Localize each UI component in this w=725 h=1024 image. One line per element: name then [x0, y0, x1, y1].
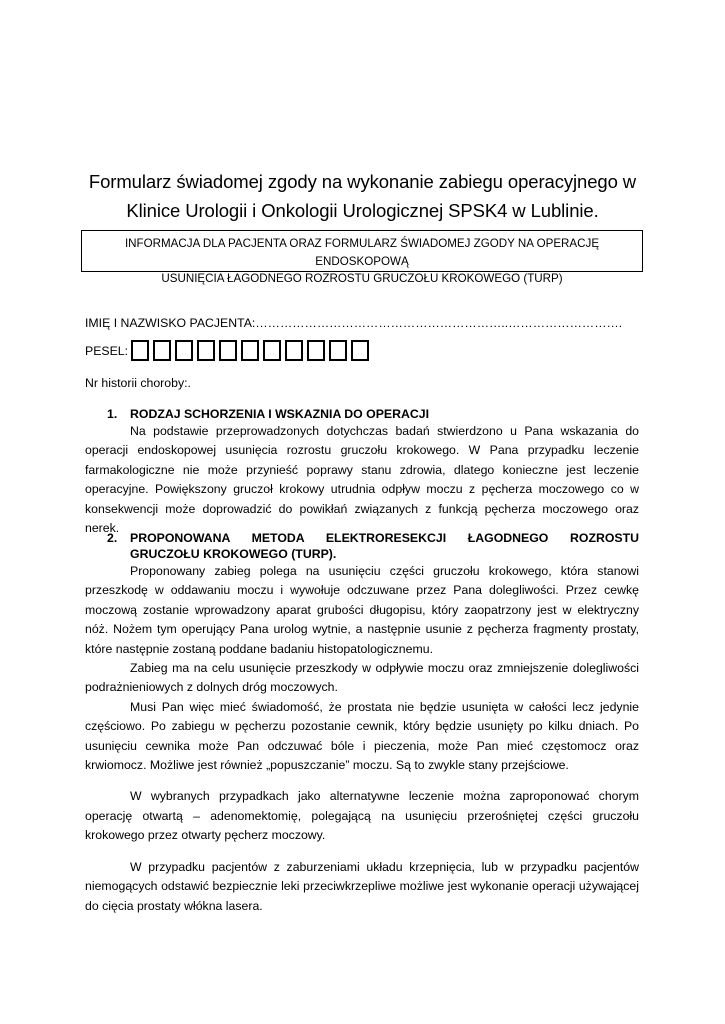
section-2-number: 2. [107, 531, 118, 545]
section-2-paragraph-2: Zabieg ma na celu usunięcie przeszkody w odpływie moczu oraz zmniejszenie dolegliwości podrażnieniowych z dolnych dróg moczowych. [85, 661, 639, 695]
pesel-digit-box[interactable] [131, 340, 149, 361]
section-1-heading [85, 406, 639, 422]
section-method [85, 530, 639, 916]
pesel-boxes[interactable] [131, 340, 373, 361]
section-2-paragraph-5: W przypadku pacjentów z zaburzeniami układu krzepnięcia, lub w przypadku pacjentów niemogących odstawić bezpiecznie leki przeciwkrzepliwe możliwe jest wykonanie operacji używającej do cięcia prostaty włókna lasera. [85, 859, 639, 913]
section-diagnosis [85, 406, 639, 538]
pesel-field [85, 340, 373, 361]
section-2-paragraph-4: W wybranych przypadkach jako alternatywne leczenie można zaproponować chorym operację otwartą – adenomektomię, polegającą na usunięciu przerośniętej części gruczołu krokowego przez otwarty pęcherz moczowy. [85, 789, 639, 843]
pesel-digit-box[interactable] [197, 340, 215, 361]
title-line-1: Formularz świadomej zgody na wykonanie zabiegu operacyjnego w [88, 171, 637, 192]
pesel-digit-box[interactable] [329, 340, 347, 361]
section-2-paragraph-1: Proponowany zabieg polega na usunięciu części gruczołu krokowego, która stanowi przeszkodę w oddawaniu moczu i wywołuje odczuwane przez Pana dolegliwości. Przez cewkę moczową zostanie wprowadzony aparat grubości długopisu, który zaopatrzony jest w elektryczny nóż. Nożem tym operujący Pana urolog wytnie, a następnie usunie z pęcherza fragmenty prostaty, które następnie zostaną poddane badaniu histopatologicznemu. [85, 564, 639, 656]
section-2-paragraph-3: Musi Pan więc mieć świadomość, że prostata nie będzie usunięta w całości lecz jedynie częściowo. Po zabiegu w pęcherzu pozostanie cewnik, który będzie usunięty po kilku dniach. Po usunięciu cewnika może Pan odczuwać bóle i pieczenia, może Pan mieć częstomocz oraz krwiomocz. Możliwe jest również „popuszczanie” moczu. Są to zwykle stany przejściowe. [85, 699, 639, 773]
info-box-line-1: INFORMACJA DLA PACJENTA ORAZ FORMULARZ ŚWIADOMEJ ZGODY NA OPERACJĘ ENDOSKOPOWĄ [124, 237, 600, 268]
section-2-title: PROPONOWANA METODA ELEKTRORESEKCJI ŁAGODNEGO ROZROSTU GRUCZOŁU KROKOWEGO (TURP). [130, 531, 639, 561]
section-1-title: RODZAJ SCHORZENIA I WSKAZNIA DO OPERACJI [130, 407, 430, 421]
section-2-heading [85, 530, 639, 562]
section-1-paragraph: Na podstawie przeprowadzonych dotychczas badań stwierdzono u Pana wskazania do operacji endoskopowej usunięcia rozrostu gruczołu krokowego. W Pana przypadku leczenie farmakologiczne nie może przynieść poprawy stanu zdrowia, dlatego konieczne jest leczenie operacyjne. Powiększony gruczoł krokowy utrudnia odpływ moczu z pęcherza moczowego co w konsekwencji może doprowadzić do powikłań związanych z funkcją pęcherza moczowego oraz nerek. [85, 424, 639, 536]
info-box [81, 230, 643, 285]
pesel-digit-box[interactable] [175, 340, 193, 361]
title-line-2: Klinice Urologii i Onkologii Urologicznej SPSK4 w Lublinie. [126, 200, 599, 221]
pesel-digit-box[interactable] [263, 340, 281, 361]
pesel-digit-box[interactable] [285, 340, 303, 361]
patient-name-field[interactable]: IMIĘ I NAZWISKO PACJENTA:……………………………………………………..………………………. [85, 316, 623, 330]
pesel-label: PESEL: [85, 343, 129, 358]
info-box-line-2: USUNIĘCIA ŁAGODNEGO ROZROSTU GRUCZOŁU KROKOWEGO (TURP) [161, 272, 563, 285]
medical-history-number-field[interactable]: Nr historii choroby:. [85, 376, 191, 390]
pesel-digit-box[interactable] [153, 340, 171, 361]
pesel-digit-box[interactable] [351, 340, 369, 361]
pesel-digit-box[interactable] [219, 340, 237, 361]
section-1-number: 1. [107, 407, 118, 421]
document-title [60, 167, 665, 225]
pesel-digit-box[interactable] [241, 340, 259, 361]
pesel-digit-box[interactable] [307, 340, 325, 361]
